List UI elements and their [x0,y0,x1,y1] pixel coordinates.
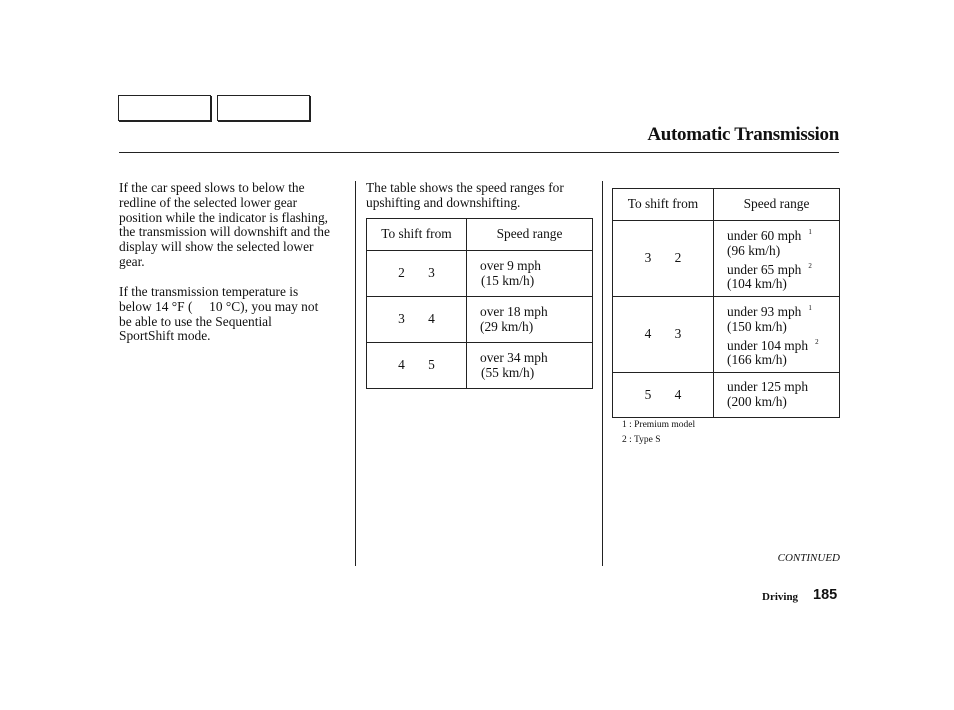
gear-pair [613,373,714,418]
gear-pair [367,251,467,297]
section-tab-1 [118,95,211,121]
gear-to: 3 [674,326,682,342]
footnote-mark: 2 [808,261,812,270]
speed-metric: (166 km/h) [727,352,787,368]
page-number: 185 [813,587,838,603]
footnote: 1 : Premium model [622,420,696,430]
temperature-line: If the transmission temperature is [119,284,299,299]
speed-range-cell [714,297,840,373]
speed-range-cell [467,343,593,389]
title-rule [119,152,839,153]
gear-from: 2 [398,265,405,281]
table-row [367,251,593,297]
table-row [613,297,840,373]
speed-value: under 65 mph $^2$ [727,261,812,277]
temperature-line: below 14 °F ( 10 °C), you may not [119,298,319,314]
speed-metric: (150 km/h) [727,318,787,334]
table-row [367,297,593,343]
speed-metric: (55 km/h) [481,364,535,380]
footnote: 2 : Type S [622,435,661,445]
table-header-row [613,189,840,221]
gear-from: 3 [398,311,405,327]
gear-to: 2 [674,250,682,266]
table-header-row [367,219,593,251]
table-row [613,221,840,297]
speed-value: under 60 mph $^1$ [727,227,812,243]
table-intro: The table shows the speed ranges for upshifting and downshifting. [366,180,564,210]
gear-from: 4 [644,326,652,342]
gear-pair [367,297,467,343]
gear-to: 3 [428,265,435,281]
speed-value: under 125 mph [727,379,809,395]
gear-pair [613,297,714,373]
footnote-mark: 2 [815,337,819,346]
speed-metric: (104 km/h) [727,276,787,292]
section-tab-2 [217,95,310,121]
speed-value: over 9 mph [480,257,541,273]
speed-range-cell [467,251,593,297]
gear-to: 4 [674,386,682,402]
speed-metric: (96 km/h) [727,242,781,258]
gear-pair [367,343,467,389]
header-speed-range: Speed range [467,219,593,251]
gear-to: 4 [428,311,435,327]
temperature-paragraph [119,285,341,344]
temperature-line: SportShift mode. [119,328,211,344]
speed-metric: (29 km/h) [480,318,534,334]
gear-from: 5 [644,386,652,402]
speed-range-cell [467,297,593,343]
speed-range-cell [714,221,840,297]
section-label: Driving [762,591,799,603]
header-speed-range: Speed range [714,189,840,221]
speed-value: under 104 mph $^2$ [727,337,819,353]
page-title: Automatic Transmission [647,124,839,145]
gear-pair [613,221,714,297]
temperature-line: be able to use the Sequential [119,313,272,329]
speed-range-cell [714,373,840,418]
column-divider-1 [355,181,356,566]
column-divider-2 [602,181,603,566]
upshift-table [366,218,593,389]
continued-label: CONTINUED [777,552,840,564]
footnote-mark: 1 [808,227,812,236]
header-shift-from: To shift from [613,189,714,221]
header-shift-from: To shift from [367,219,467,251]
footnote-mark: 1 [808,303,812,312]
downshift-table [612,188,840,418]
speed-metric: (200 km/h) [727,394,787,409]
redline-paragraph: If the car speed slows to below the redline of the selected lower gear position while the indicator is flashing, the transmission will downshift and the display will show the selected lower gear. [119,180,330,269]
table-row [613,373,840,418]
speed-value: over 18 mph [480,303,548,319]
table-row [367,343,593,389]
gear-from: 3 [644,250,652,266]
gear-from: 4 [398,357,405,373]
speed-value: over 34 mph [480,349,548,365]
speed-metric: (15 km/h) [481,272,535,288]
speed-value: under 93 mph $^1$ [727,303,812,319]
gear-to: 5 [428,357,435,373]
